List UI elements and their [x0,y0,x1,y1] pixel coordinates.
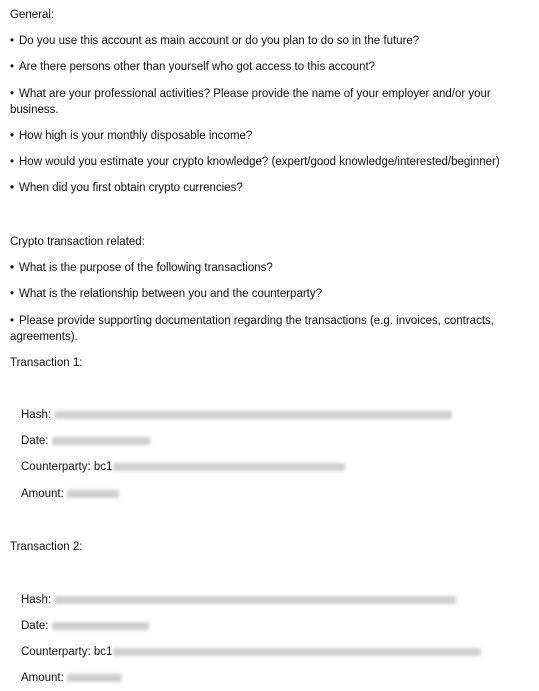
transaction-1-amount: Amount: [21,487,119,501]
transaction-2-hash: Hash: [21,593,456,607]
redacted-amount [67,674,122,682]
general-heading: General: [10,9,55,21]
crypto-question-2: • What is the relationship between you and the counterparty? [10,288,323,300]
redacted-hash [54,596,456,604]
general-question-1: • Do you use this account as main account or do you plan to do so in the future? [10,35,420,47]
crypto-question-3: • Please provide supporting documentation regarding the transactions (e.g. invoices, contracts, agreements). [10,315,494,343]
general-question-4: • How high is your monthly disposable income? [10,130,253,142]
general-question-3: • What are your professional activities? Please provide the name of your employer and/or your business. [10,88,491,116]
redacted-hash [54,411,452,419]
transaction-1-title: Transaction 1: [10,357,83,369]
general-question-2: • Are there persons other than yourself who got access to this account? [10,61,376,73]
transaction-1-hash: Hash: [21,408,452,422]
transaction-1-date: Date: [21,434,150,448]
transaction-2-counterparty: Counterparty: bc1 [21,645,481,659]
redacted-date [52,437,150,445]
crypto-question-1: • What is the purpose of the following transactions? [10,262,273,274]
transaction-2-title: Transaction 2: [10,541,83,553]
redacted-date [52,622,149,630]
general-question-5: • How would you estimate your crypto knowledge? (expert/good knowledge/interested/beginner) [10,156,500,168]
redacted-address [113,463,345,471]
transaction-2-date: Date: [21,619,149,633]
transaction-1-counterparty: Counterparty: bc1 [21,460,345,474]
crypto-heading: Crypto transaction related: [10,236,145,248]
redacted-address [113,648,481,656]
general-question-6: • When did you first obtain crypto currencies? [10,182,243,194]
transaction-2-amount: Amount: [21,671,122,685]
redacted-amount [67,490,119,498]
